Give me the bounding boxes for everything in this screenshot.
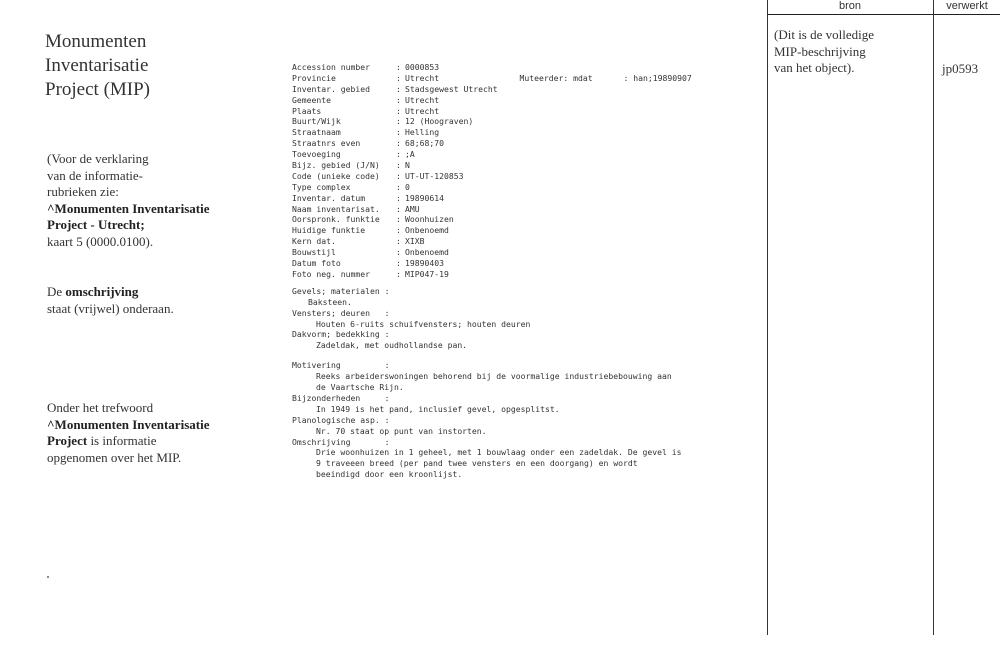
field-label: Huidige funktie <box>292 225 366 236</box>
field-value: Utrecht <box>405 72 440 83</box>
omschrijving-body-1: Drie woonhuizen in 1 geheel, met 1 bouwlaag onder een zadeldak. De gevel is <box>316 447 682 458</box>
section-vensters <box>292 308 681 330</box>
stray-dot <box>47 576 49 578</box>
document-title <box>45 30 150 102</box>
mutator-value: : han;19890907 <box>623 72 692 83</box>
field-separator: : <box>396 214 401 225</box>
field-value: 19890403 <box>405 258 444 269</box>
field-separator: : <box>396 203 401 214</box>
field-label: Code (unieke code) <box>292 170 380 181</box>
planologisch-body: Nr. 70 staat op punt van instorten. <box>316 425 487 436</box>
field-value: AMU <box>405 203 420 214</box>
field-label: Inventar. gebied <box>292 83 370 94</box>
field-separator: : <box>396 105 401 116</box>
verwerkt-value: jp0593 <box>942 61 979 76</box>
record-field-row <box>292 236 681 247</box>
field-label: Datum foto <box>292 258 341 269</box>
vensters-header: Vensters; deuren : <box>292 307 390 318</box>
note1-line4: kaart 5 (0000.0100). <box>47 233 154 249</box>
field-label: Type complex <box>292 181 351 192</box>
field-value: ;A <box>405 149 415 160</box>
record-field-row <box>292 95 681 106</box>
omschrijving-body-3: beeindigd door een kroonlijst. <box>316 469 463 480</box>
record-field-row <box>292 258 681 269</box>
field-label: Bijz. gebied (J/N) <box>292 160 380 171</box>
field-label: Gemeente <box>292 94 331 105</box>
field-separator: : <box>396 236 401 247</box>
field-label: Accession number <box>292 62 370 72</box>
field-separator: : <box>396 225 401 236</box>
bron-note <box>774 27 874 77</box>
field-label: Provincie <box>292 72 336 83</box>
field-value: 0000853 <box>405 62 440 72</box>
bijzonderheden-body: In 1949 is het pand, inclusief gevel, opgesplitst. <box>316 403 560 414</box>
field-value: Woonhuizen <box>405 214 454 225</box>
field-separator: : <box>396 127 401 138</box>
field-value: 0 <box>405 181 410 192</box>
note3-line4: opgenomen over het MIP. <box>47 449 182 465</box>
field-label: Bouwstijl <box>292 247 336 258</box>
field-label: Straatnrs even <box>292 138 361 149</box>
note1-bold2: Project - Utrecht; <box>47 217 145 232</box>
record-field-row <box>292 127 681 138</box>
omschrijving-body-2: 9 traveeen breed (per pand twee vensters en een doorgang) en wordt <box>316 458 638 469</box>
field-label: Plaats <box>292 105 322 116</box>
field-separator: : <box>396 160 401 171</box>
field-separator: : <box>396 192 401 203</box>
section-planologisch <box>292 415 681 437</box>
field-value: Helling <box>405 127 440 138</box>
field-separator: : <box>396 258 401 269</box>
note2-line2: staat (vrijwel) onderaan. <box>47 300 174 316</box>
field-value: Utrecht <box>405 105 440 116</box>
vensters-body: Houten 6-ruits schuifvensters; houten deuren <box>316 318 531 329</box>
field-value: 68;68;70 <box>405 138 444 149</box>
record-field-row <box>292 225 681 236</box>
record-field-row <box>292 106 681 117</box>
record-field-row <box>292 193 681 204</box>
field-label: Toevoeging <box>292 149 341 160</box>
field-value: MIP047-19 <box>405 268 449 279</box>
record-field-row <box>292 214 681 225</box>
mutator-label: Muteerder: mdat <box>519 72 593 83</box>
title-line-1: Monumenten <box>45 31 147 52</box>
field-value: Stadsgewest Utrecht <box>405 83 498 94</box>
verwerkt-column-header: verwerkt <box>934 0 1000 15</box>
field-separator: : <box>396 83 401 94</box>
gevels-body: Baksteen. <box>308 296 352 307</box>
field-separator: : <box>396 62 401 72</box>
field-value: Onbenoemd <box>405 247 449 258</box>
field-value: 19890614 <box>405 192 444 203</box>
field-value: 12 (Hoograven) <box>405 116 474 127</box>
bron-note-line1: (Dit is de volledige <box>774 27 875 42</box>
motivering-body-2: de Vaartsche Rijn. <box>316 382 404 392</box>
dakvorm-body: Zadeldak, met oudhollandse pan. <box>316 340 468 351</box>
field-label: Kern dat. <box>292 236 336 247</box>
field-label: Foto neg. nummer <box>292 268 370 279</box>
bron-note-line2: MIP-beschrijving <box>774 43 866 59</box>
description-location-note <box>47 284 174 317</box>
note1-bold1: ^Monumenten Inventarisatie <box>47 200 210 216</box>
field-label: Oorspronk. funktie <box>292 214 380 225</box>
bron-column-header: bron <box>767 0 933 15</box>
motivering-header: Motivering : <box>292 360 390 371</box>
title-line-2: Inventarisatie <box>45 55 149 76</box>
planologisch-header: Planologische asp. : <box>292 414 390 425</box>
note1-line1: (Voor de verklaring <box>47 151 149 166</box>
field-separator: : <box>396 181 401 192</box>
section-omschrijving <box>292 437 681 481</box>
field-label: Naam inventarisat. <box>292 203 380 214</box>
field-separator: : <box>396 72 401 83</box>
field-separator: : <box>396 94 401 105</box>
record-field-row <box>292 138 681 149</box>
field-label: Inventar. datum <box>292 192 366 203</box>
note2-bold: omschrijving <box>65 284 139 299</box>
bijzonderheden-header: Bijzonderheden : <box>292 392 390 403</box>
field-separator: : <box>396 268 401 279</box>
title-line-3: Project (MIP) <box>45 79 151 100</box>
record-field-row <box>292 182 681 193</box>
verwerkt-left-rule <box>933 0 934 635</box>
section-bijzonderheden <box>292 393 681 415</box>
section-gevels <box>292 286 681 308</box>
field-value: UT-UT-120853 <box>405 170 464 181</box>
field-label: Buurt/Wijk <box>292 116 341 127</box>
note3-line1: Onder het trefwoord <box>47 400 154 415</box>
note3-rest2: is informatie <box>87 433 157 448</box>
field-separator: : <box>396 247 401 258</box>
field-separator: : <box>396 170 401 181</box>
field-value: Onbenoemd <box>405 225 449 236</box>
record-field-row <box>292 171 681 182</box>
mutator-info <box>500 62 692 95</box>
field-separator: : <box>396 138 401 149</box>
note3-bold1: ^Monumenten Inventarisatie <box>47 416 210 432</box>
record-field-row <box>292 149 681 160</box>
record-field-row <box>292 204 681 215</box>
field-separator: : <box>396 149 401 160</box>
omschrijving-header: Omschrijving : <box>292 436 390 447</box>
field-value: Utrecht <box>405 94 440 105</box>
keyword-note <box>47 400 209 466</box>
record-field-row <box>292 116 681 127</box>
record-field-row <box>292 160 681 171</box>
note1-line3: rubrieken zie: <box>47 184 119 199</box>
mip-record <box>292 62 692 480</box>
section-dakvorm <box>292 329 681 351</box>
motivering-body-1: Reeks arbeiderswoningen behorend bij de voormalige industriebebouwing aan <box>316 371 672 382</box>
note1-line2: van de informatie- <box>47 167 144 183</box>
section-motivering <box>292 360 681 393</box>
field-separator: : <box>396 116 401 127</box>
record-field-row <box>292 247 681 258</box>
field-value: N <box>405 160 410 171</box>
bron-left-rule <box>767 0 768 635</box>
explanation-note <box>47 151 209 250</box>
dakvorm-header: Dakvorm; bedekking : <box>292 329 390 340</box>
note3-bold2: Project <box>47 433 88 448</box>
gevels-header: Gevels; materialen : <box>292 285 390 296</box>
field-label: Straatnaam <box>292 127 341 138</box>
field-value: XIXB <box>405 236 425 247</box>
note2-prefix: De <box>47 284 66 299</box>
bron-note-line3: van het object). <box>774 60 855 75</box>
record-field-row <box>292 269 681 280</box>
